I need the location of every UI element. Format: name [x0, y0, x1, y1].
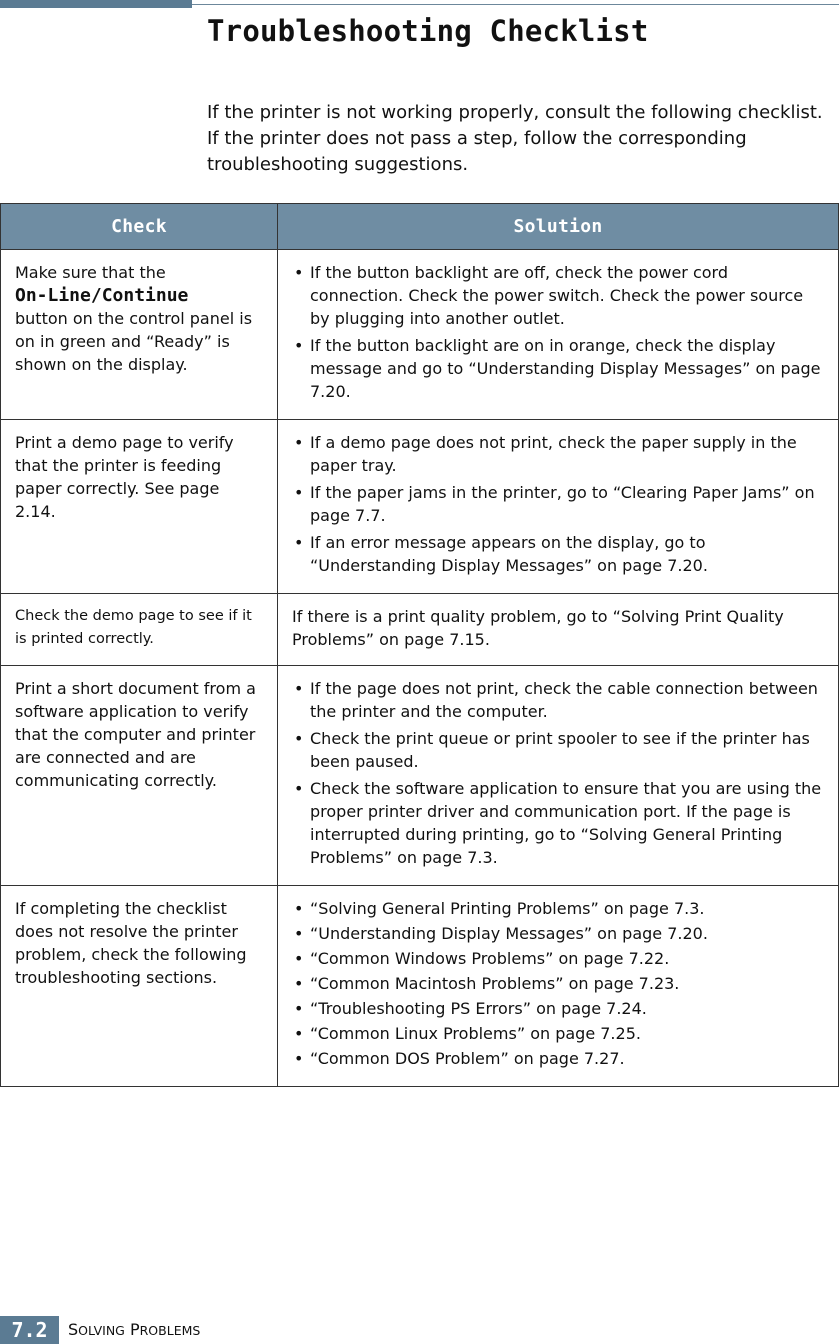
check-text: Make sure that the	[15, 263, 166, 282]
solution-item: • “Troubleshooting PS Errors” on page 7.24.	[294, 999, 647, 1018]
section-name: SOLVING PROBLEMS	[68, 1320, 201, 1339]
checklist-table	[0, 203, 839, 1087]
solution-item: • Check the software application to ensure that you are using the proper printer driver and communication port. If the page is interrupted during printing, go to “Solving General Printing Problems” on page 7.3.	[294, 779, 822, 867]
bullet-icon: •	[294, 999, 304, 1018]
bullet-icon: •	[294, 1049, 304, 1068]
page-number-badge: 7.2	[0, 1316, 59, 1344]
bullet-icon: •	[294, 729, 304, 748]
check-cell: If completing the checklist does not resolve the printer problem, check the following troubleshooting sections.	[1, 886, 278, 1087]
bullet-icon: •	[294, 924, 304, 943]
check-cell: Check the demo page to see if it is printed correctly.	[1, 594, 278, 666]
bullet-icon: •	[294, 679, 304, 698]
bullet-icon: •	[294, 263, 304, 282]
page-title: Troubleshooting Checklist	[207, 14, 649, 48]
bullet-icon: •	[294, 899, 304, 918]
solution-list	[292, 897, 824, 1070]
check-cell: Print a demo page to verify that the printer is feeding paper correctly. See page 2.14.	[1, 420, 278, 594]
solution-cell	[278, 250, 839, 420]
bullet-icon: •	[294, 433, 304, 452]
check-cell: Print a short document from a software application to verify that the computer and printer are connected and are communicating correctly.	[1, 666, 278, 886]
solution-item: • “Understanding Display Messages” on page 7.20.	[294, 924, 708, 943]
column-header-check: Check	[1, 204, 278, 250]
solution-item: • If the page does not print, check the cable connection between the printer and the computer.	[294, 679, 818, 721]
check-text: button on the control panel is on in green and “Ready” is shown on the display.	[15, 309, 253, 374]
solution-item: • Check the print queue or print spooler to see if the printer has been paused.	[294, 729, 810, 771]
bullet-icon: •	[294, 974, 304, 993]
table-row	[1, 250, 839, 420]
column-header-solution: Solution	[278, 204, 839, 250]
bullet-icon: •	[294, 949, 304, 968]
table-row	[1, 886, 839, 1087]
bullet-icon: •	[294, 336, 304, 355]
solution-cell	[278, 886, 839, 1087]
bullet-icon: •	[294, 1024, 304, 1043]
solution-item: • If a demo page does not print, check the paper supply in the paper tray.	[294, 433, 797, 475]
solution-list	[292, 677, 824, 869]
solution-item: • If the button backlight are on in orange, check the display message and go to “Understanding Display Messages” on page 7.20.	[294, 336, 821, 401]
bullet-icon: •	[294, 533, 304, 552]
online-continue-button-name: On-Line/Continue	[15, 285, 189, 306]
solution-cell	[278, 666, 839, 886]
solution-cell	[278, 420, 839, 594]
solution-item: • “Common Macintosh Problems” on page 7.23.	[294, 974, 680, 993]
solution-item: • If the paper jams in the printer, go to “Clearing Paper Jams” on page 7.7.	[294, 483, 815, 525]
solution-item: • “Common Windows Problems” on page 7.22.	[294, 949, 670, 968]
intro-paragraph: If the printer is not working properly, consult the following checklist. If the printer does not pass a step, follow the corresponding troubleshooting suggestions.	[207, 102, 823, 175]
solution-item: • If the button backlight are off, check the power cord connection. Check the power switch. Check the power source by plugging into another outlet.	[294, 263, 804, 328]
table-header-row	[1, 204, 839, 250]
solution-item: • “Common DOS Problem” on page 7.27.	[294, 1049, 625, 1068]
solution-list	[292, 431, 824, 577]
header-accent-bar	[0, 0, 192, 8]
solution-item: • “Common Linux Problems” on page 7.25.	[294, 1024, 641, 1043]
table-row	[1, 594, 839, 666]
bullet-icon: •	[294, 779, 304, 798]
header-rule	[192, 4, 839, 5]
solution-cell: If there is a print quality problem, go to “Solving Print Quality Problems” on page 7.15.	[278, 594, 839, 666]
bullet-icon: •	[294, 483, 304, 502]
solution-item: • “Solving General Printing Problems” on page 7.3.	[294, 899, 705, 918]
table-row	[1, 420, 839, 594]
solution-list	[292, 261, 824, 403]
check-cell	[1, 250, 278, 420]
table-row	[1, 666, 839, 886]
solution-item: • If an error message appears on the display, go to “Understanding Display Messages” on page 7.20.	[294, 533, 708, 575]
